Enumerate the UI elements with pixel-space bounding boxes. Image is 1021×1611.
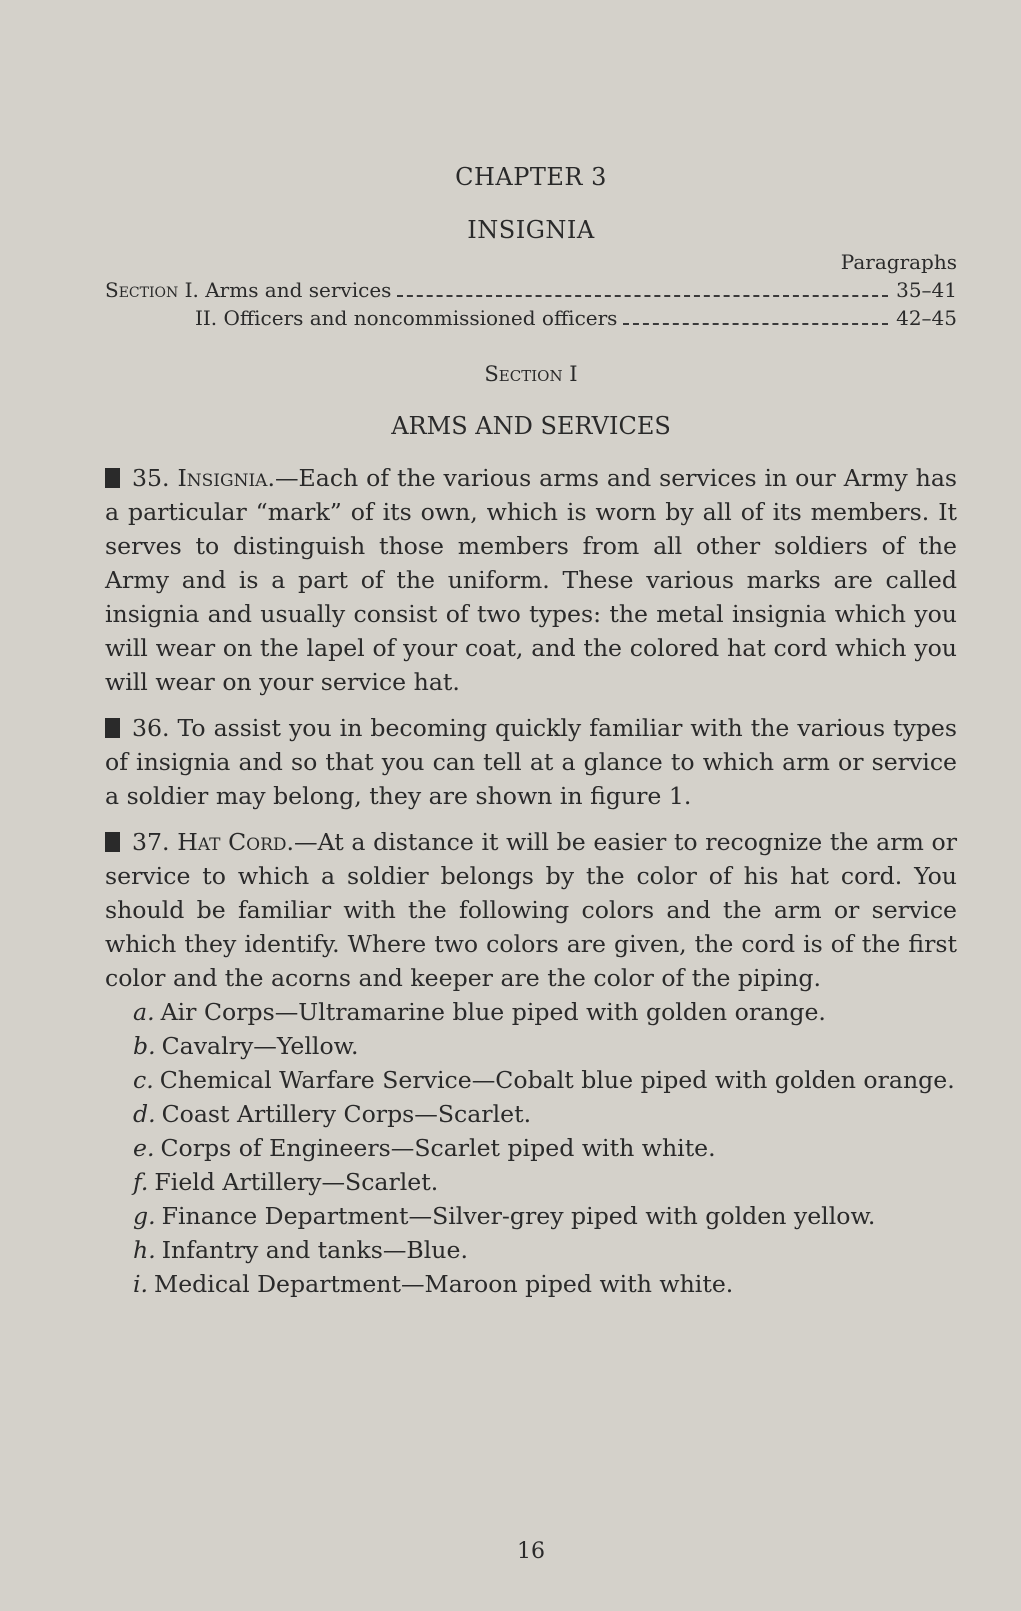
list-text: Coast Artillery Corps—Scarlet. <box>161 1100 532 1128</box>
list-letter: b. <box>133 1032 156 1060</box>
list-letter: a. <box>133 998 155 1026</box>
list-text: Infantry and tanks—Blue. <box>161 1236 468 1264</box>
paragraph-text: —At a distance it will be easier to recognize the arm or service to which a soldier belongs by the color of his hat cord. You should be familiar with the following colors and the arm or service which they identify. Where two colors are given, the cord is of the first color and the acorns and keeper are the color of the piping. <box>105 828 958 992</box>
toc-row <box>105 306 957 334</box>
paragraph-marker-icon <box>105 468 120 488</box>
paragraph-heading: Insignia. <box>177 464 275 492</box>
section-title: ARMS AND SERVICES <box>391 412 671 440</box>
paragraph-36 <box>105 711 957 813</box>
toc-paragraph-range: 42–45 <box>896 306 957 330</box>
list-item <box>105 1233 957 1267</box>
toc-row-label <box>105 306 617 330</box>
list-letter: g. <box>133 1202 156 1230</box>
section-numeral: I <box>569 362 578 386</box>
list-item <box>105 1131 957 1165</box>
list-text: Field Artillery—Scarlet. <box>154 1168 439 1196</box>
toc-numeral: I. <box>184 278 199 302</box>
list-text: Cavalry—Yellow. <box>161 1032 359 1060</box>
paragraph-marker-icon <box>105 832 120 852</box>
toc-label-text: Arms and services <box>205 278 392 302</box>
toc-header: Paragraphs <box>840 250 957 274</box>
list-text: Medical Department—Maroon piped with white. <box>154 1270 734 1298</box>
list-item <box>105 1165 957 1199</box>
toc-paragraph-range: 35–41 <box>896 278 957 302</box>
section-word: Section <box>484 362 563 386</box>
body-text <box>105 461 957 1301</box>
toc-section-word: Section <box>105 278 179 302</box>
list-letter: e. <box>133 1134 155 1162</box>
list-text: Chemical Warfare Service—Cobalt blue piped with golden orange. <box>159 1066 955 1094</box>
list-letter: f. <box>133 1168 149 1196</box>
paragraph-number: 36. <box>132 714 170 742</box>
paragraph-number: 35. <box>132 464 170 492</box>
list-item <box>105 1097 957 1131</box>
toc-label-text: Officers and noncommissioned officers <box>223 306 618 330</box>
chapter-title: CHAPTER 3 <box>455 163 607 191</box>
paragraph-text: —Each of the various arms and services in our Army has a particular “mark” of its own, which is worn by all of its members. It serves to distinguish those members from all other soldiers of the Army and is a part of the uniform. These various marks are called insignia and usually consist of two types: the metal insignia which you will wear on the lapel of your coat, and the colored hat cord which you will wear on your service hat. <box>105 464 958 696</box>
list-letter: c. <box>133 1066 154 1094</box>
toc-numeral: II. <box>195 306 218 330</box>
toc-leader-dots <box>397 295 888 297</box>
chapter-subtitle: INSIGNIA <box>467 216 595 244</box>
list-item <box>105 995 957 1029</box>
list-item <box>105 1267 957 1301</box>
paragraph-37 <box>105 825 957 995</box>
list-letter: i. <box>133 1270 149 1298</box>
paragraph-heading: Hat Cord. <box>177 828 295 856</box>
list-letter: d. <box>133 1100 156 1128</box>
paragraph-35 <box>105 461 957 699</box>
book-page <box>105 0 957 1611</box>
table-of-contents <box>105 250 957 334</box>
page-number: 16 <box>517 1539 545 1564</box>
toc-row <box>105 278 957 306</box>
toc-row-label <box>105 278 391 302</box>
list-item <box>105 1029 957 1063</box>
list-item <box>105 1063 957 1097</box>
section-heading <box>105 362 957 386</box>
list-text: Finance Department—Silver-grey piped with golden yellow. <box>161 1202 876 1230</box>
hat-cord-list <box>105 995 957 1301</box>
list-text: Corps of Engineers—Scarlet piped with white. <box>160 1134 716 1162</box>
list-item <box>105 1199 957 1233</box>
list-text: Air Corps—Ultramarine blue piped with golden orange. <box>160 998 826 1026</box>
toc-leader-dots <box>623 323 888 325</box>
list-letter: h. <box>133 1236 156 1264</box>
paragraph-text: To assist you in becoming quickly familiar with the various types of insignia and so that you can tell at a glance to which arm or service a soldier may belong, they are shown in figure 1. <box>105 714 957 810</box>
paragraph-number: 37. <box>132 828 170 856</box>
paragraph-marker-icon <box>105 718 120 738</box>
